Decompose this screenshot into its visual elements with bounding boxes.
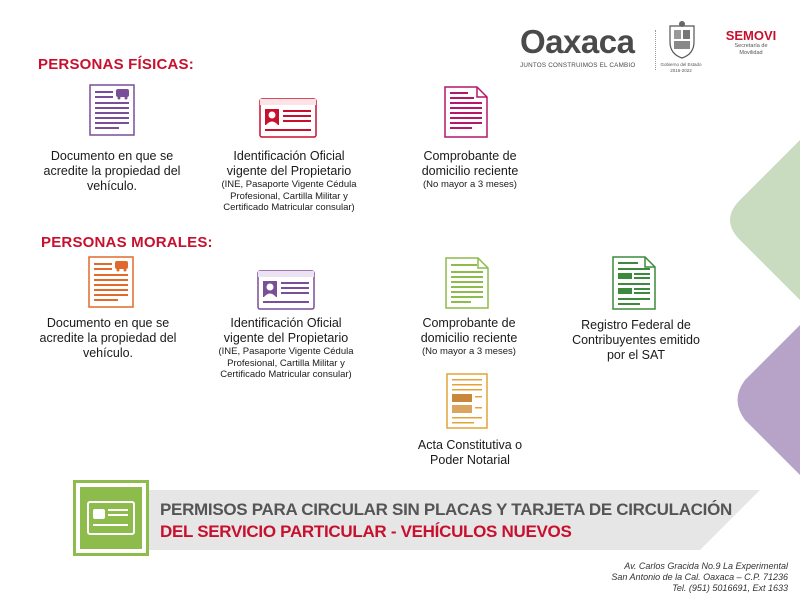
address-line-1: Av. Carlos Gracida No.9 La Experimental — [624, 561, 788, 571]
morales-item-official-id: Identificación Oficial vigente del Propietario (INE, Pasaporte Vigente Cédula Profesional, Cartilla Militar y Certificado Matricular consular) — [218, 316, 354, 380]
vehicle-document-icon — [88, 256, 134, 308]
decorative-purple-chevron — [720, 325, 800, 475]
fisicas-item-vehicle-document: Documento en que se acredite la propiedad del vehículo. — [43, 149, 181, 193]
address-line-2: San Antonio de la Cal. Oaxaca – C.P. 71236 — [611, 572, 788, 582]
oaxaca-logo — [520, 24, 648, 74]
id-card-icon — [257, 270, 315, 310]
agency-name: SEMOVI — [725, 28, 777, 43]
proof-of-address-icon — [445, 257, 489, 309]
phone-line: Tel. (951) 5016691, Ext 1633 — [672, 583, 788, 593]
brand-slogan: JUNTOS CONSTRUIMOS EL CAMBIO — [520, 62, 636, 69]
morales-item-proof-of-address: Comprobante de domicilio reciente (No mayor a 3 meses) — [420, 316, 518, 357]
coat-of-arms-icon — [664, 20, 700, 60]
vehicle-document-icon — [89, 84, 135, 136]
morales-item-vehicle-document: Documento en que se acredite la propiedad del vehículo. — [39, 316, 177, 360]
section-title-morales: PERSONAS MORALES: — [41, 234, 213, 251]
footer-address — [528, 561, 788, 594]
banner-title-line2: DEL SERVICIO PARTICULAR - VEHÍCULOS NUEVOS — [160, 522, 572, 541]
semovi-logo: SEMOVI Secretaría de Movilidad — [716, 28, 786, 57]
morales-item-rfc: Registro Federal de Contribuyentes emitido por el SAT — [572, 318, 700, 362]
decorative-green-chevron — [700, 140, 800, 300]
brand-name: Oaxaca — [520, 23, 635, 60]
fisicas-item-proof-of-address: Comprobante de domicilio reciente (No mayor a 3 meses) — [421, 149, 519, 190]
fisicas-item-official-id: Identificación Oficial vigente del Propietario (INE, Pasaporte Vigente Cédula Profesional, Cartilla Militar y Certificado Matricular consular) — [221, 149, 357, 213]
morales-item-notarial-deed: Acta Constitutiva o Poder Notarial — [417, 438, 523, 467]
logo-divider — [655, 30, 657, 70]
section-title-fisicas: PERSONAS FÍSICAS: — [38, 56, 194, 73]
gov-caption: Gobierno del Estado 2016-2022 — [660, 62, 702, 73]
notarial-deed-icon — [446, 373, 488, 429]
proof-of-address-icon — [444, 86, 488, 138]
banner-title-line1: PERMISOS PARA CIRCULAR SIN PLACAS Y TARJETA DE CIRCULACIÓN — [160, 500, 732, 519]
card-icon — [80, 487, 142, 549]
id-card-icon — [259, 98, 317, 138]
rfc-document-icon — [612, 256, 656, 310]
